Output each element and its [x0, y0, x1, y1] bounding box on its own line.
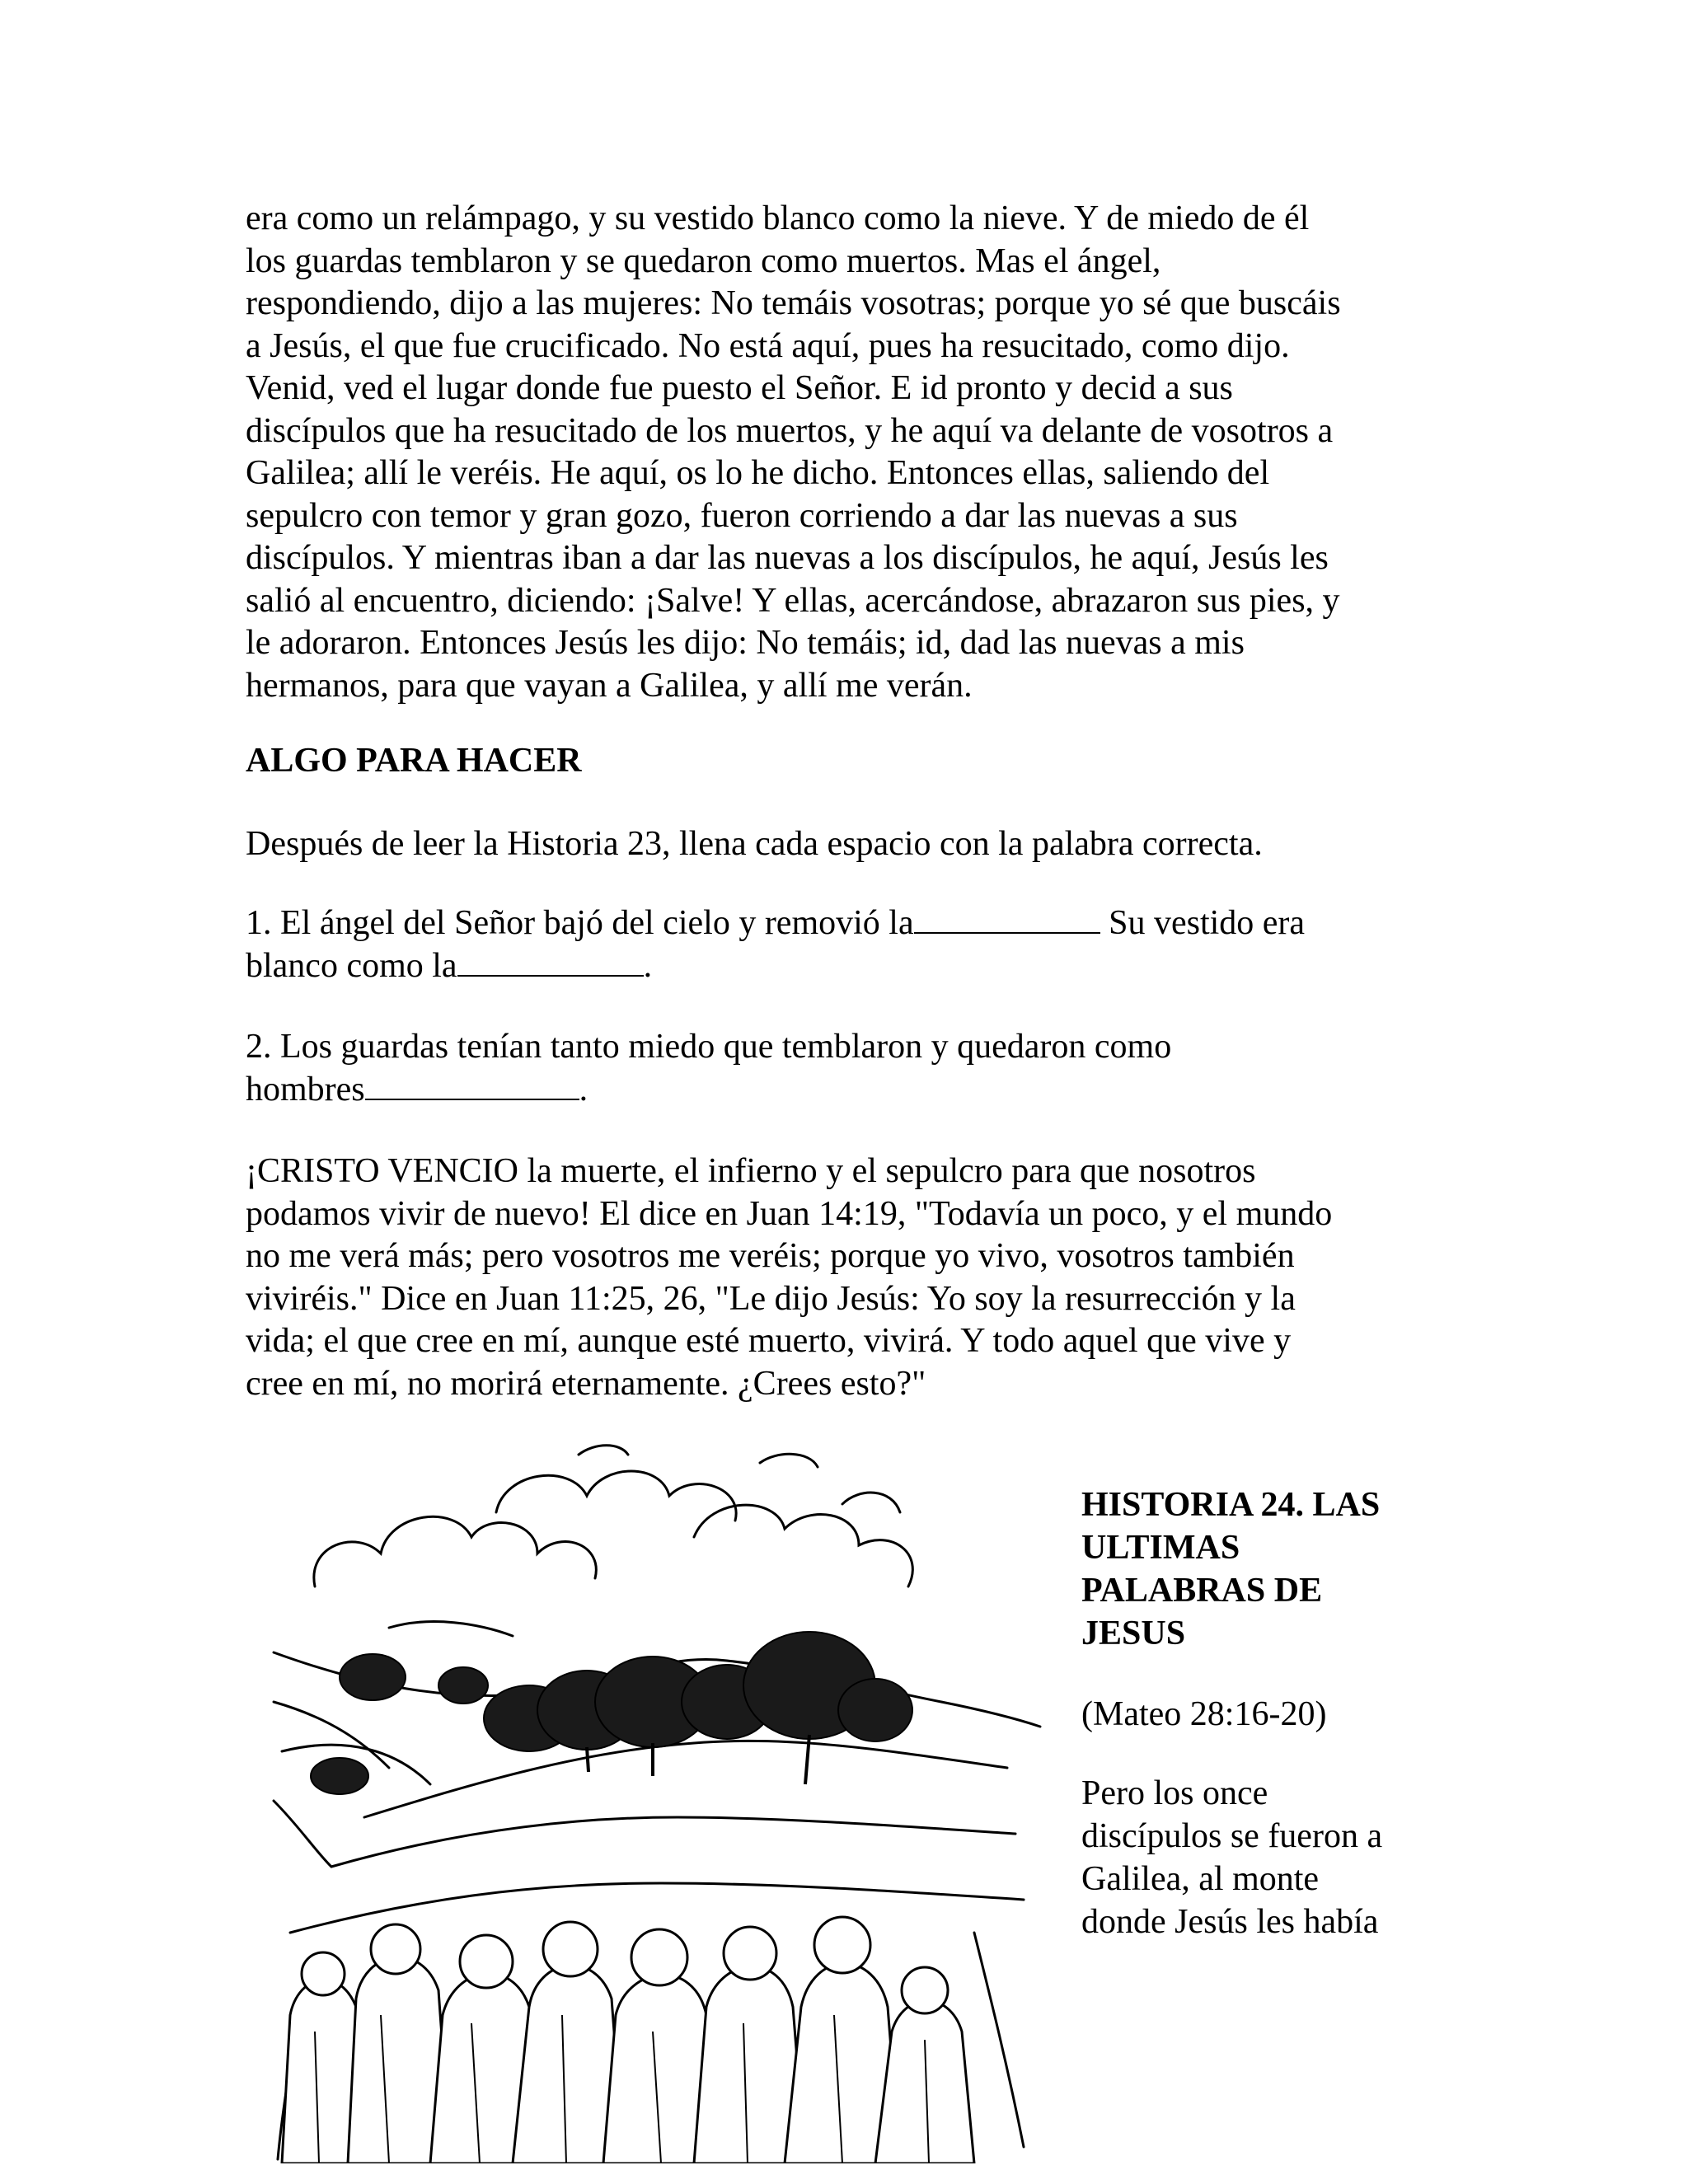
story-title-line: PALABRAS DE	[1081, 1572, 1323, 1610]
question-1-text-c: blanco como la	[246, 946, 457, 985]
story-body-line: discípulos se fueron a	[1081, 1817, 1383, 1855]
passage-line: discípulos que ha resucitado de los muertos, y he aquí va delante de vosotros a	[246, 411, 1334, 450]
passage-line: era como un relámpago, y su vestido blanco como la nieve. Y de miedo de él	[246, 199, 1310, 237]
closing-line: cree en mí, no morirá eternamente. ¿Crees esto?"	[246, 1364, 926, 1403]
closing-line: no me verá más; pero vosotros me veréis; porque yo vivo, vosotros también	[246, 1237, 1295, 1275]
story-title-line: JESUS	[1081, 1615, 1186, 1652]
story-24-body	[1081, 1772, 1428, 1943]
question-1-text-d: .	[643, 946, 653, 985]
story-body-line: Pero los once	[1081, 1774, 1268, 1812]
passage-line: hermanos, para que vayan a Galilea, y allí me verán.	[246, 666, 973, 705]
question-2-text-b: hombres	[246, 1070, 365, 1108]
closing-line: viviréis." Dice en Juan 11:25, 26, "Le dijo Jesús: Yo soy la resurrección y la	[246, 1279, 1296, 1318]
passage-paragraph	[246, 198, 1441, 707]
closing-line: podamos vivir de nuevo! El dice en Juan 14:19, "Todavía un poco, y el mundo	[246, 1194, 1333, 1233]
question-1-text-a: 1. El ángel del Señor bajó del cielo y removió la	[246, 904, 914, 942]
passage-line: Galilea; allí le veréis. He aquí, os lo he dicho. Entonces ellas, saliendo del	[246, 454, 1270, 492]
passage-line: le adoraron. Entonces Jesús les dijo: No temáis; id, dad las nuevas a mis	[246, 624, 1245, 662]
activity-instruction: Después de leer la Historia 23, llena cada espacio con la palabra correcta.	[246, 825, 1263, 863]
question-1	[246, 902, 1441, 987]
disciples-on-mountain-illustration	[265, 1438, 1048, 2163]
activity-heading: ALGO PARA HACER	[246, 742, 582, 780]
passage-line: discípulos. Y mientras iban a dar las nuevas a los discípulos, he aquí, Jesús les	[246, 539, 1329, 577]
story-title-line: HISTORIA 24. LAS	[1081, 1486, 1381, 1524]
story-body-line: Galilea, al monte	[1081, 1860, 1320, 1898]
passage-line: a Jesús, el que fue crucificado. No está aquí, pues ha resucitado, como dijo.	[246, 326, 1290, 365]
closing-line: vida; el que cree en mí, aunque esté muerto, vivirá. Y todo aquel que vive y	[246, 1322, 1292, 1360]
question-2	[246, 1026, 1441, 1111]
closing-line: ¡CRISTO VENCIO la muerte, el infierno y el sepulcro para que nosotros	[246, 1152, 1256, 1190]
closing-paragraph	[246, 1151, 1441, 1405]
passage-line: respondiendo, dijo a las mujeres: No temáis vosotras; porque yo sé que buscáis	[246, 284, 1341, 322]
question-2-text-a: 2. Los guardas tenían tanto miedo que temblaron y quedaron como	[246, 1028, 1172, 1066]
passage-line: salió al encuentro, diciendo: ¡Salve! Y ellas, acercándose, abrazaron sus pies, y	[246, 581, 1340, 620]
answer-blank-2	[457, 945, 644, 977]
answer-blank-1	[914, 902, 1100, 934]
story-24-title	[1081, 1483, 1428, 1655]
answer-blank-3	[365, 1069, 579, 1100]
story-title-line: ULTIMAS	[1081, 1529, 1240, 1567]
passage-line: los guardas temblaron y se quedaron como muertos. Mas el ángel,	[246, 241, 1161, 280]
story-24-reference: (Mateo 28:16-20)	[1081, 1695, 1327, 1733]
passage-line: sepulcro con temor y gran gozo, fueron corriendo a dar las nuevas a sus	[246, 496, 1238, 535]
passage-line: Venid, ved el lugar donde fue puesto el Señor. E id pronto y decid a sus	[246, 369, 1233, 407]
question-2-text-c: .	[579, 1070, 588, 1108]
question-1-text-b: Su vestido era	[1100, 904, 1306, 942]
story-body-line: donde Jesús les había	[1081, 1903, 1379, 1941]
